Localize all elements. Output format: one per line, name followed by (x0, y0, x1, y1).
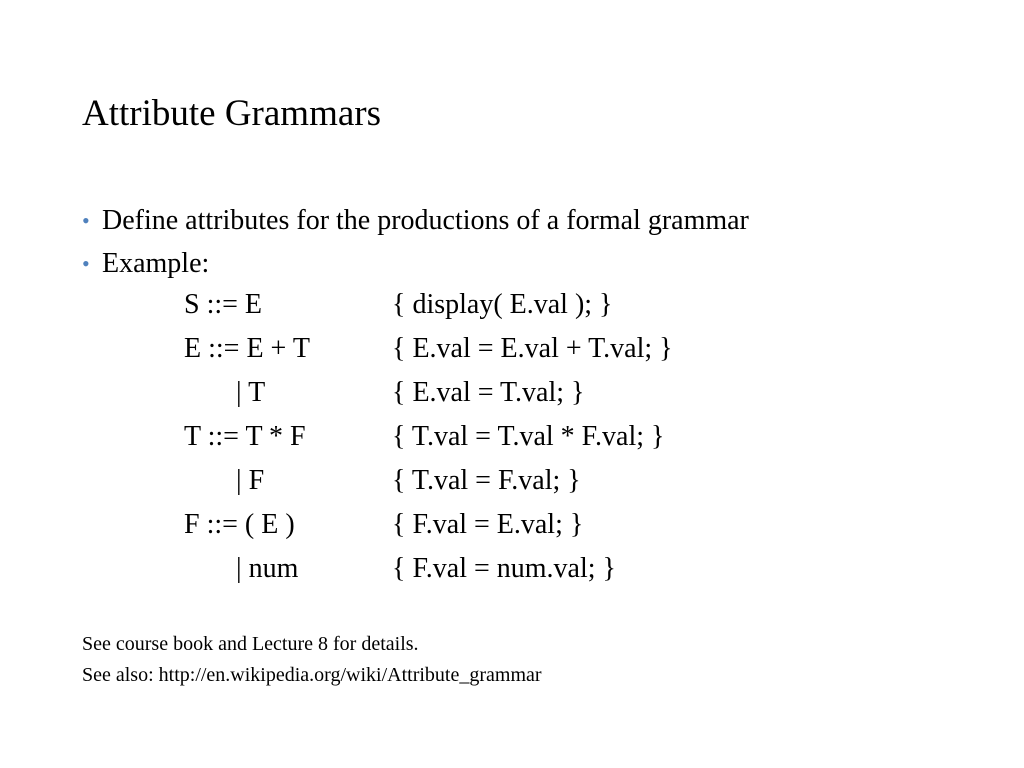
production-action: { T.val = F.val; } (392, 465, 581, 496)
bullet-marker-icon: • (82, 208, 90, 233)
production-rule: S ::= E (184, 289, 263, 320)
slide-title: Attribute Grammars (82, 93, 381, 134)
production-action: { E.val = T.val; } (392, 377, 585, 408)
bullet-text: Example: (102, 248, 210, 279)
production-rule: F ::= ( E ) (184, 509, 295, 540)
production-rule: T ::= T * F (184, 421, 306, 452)
production-action: { T.val = T.val * F.val; } (392, 421, 665, 452)
bullet-text: Define attributes for the productions of a formal grammar (102, 205, 749, 236)
production-rule: E ::= E + T (184, 333, 310, 364)
production-action: { F.val = num.val; } (392, 553, 616, 584)
bullet-item-definition (82, 199, 749, 242)
production-rule-alternative: | F (236, 465, 265, 496)
production-action: { display( E.val ); } (392, 289, 613, 320)
bullet-list (82, 199, 749, 285)
production-action: { E.val = E.val + T.val; } (392, 333, 673, 364)
production-rule-alternative: | T (236, 377, 266, 408)
production-rule-alternative: | num (236, 553, 299, 584)
bullet-item-example (82, 242, 749, 285)
footnote-course-book: See course book and Lecture 8 for details. (82, 633, 419, 655)
production-action: { F.val = E.val; } (392, 509, 584, 540)
bullet-marker-icon: • (82, 251, 90, 276)
footnotes (82, 629, 542, 691)
footnote-reference-link: See also: http://en.wikipedia.org/wiki/Attribute_grammar (82, 664, 542, 686)
